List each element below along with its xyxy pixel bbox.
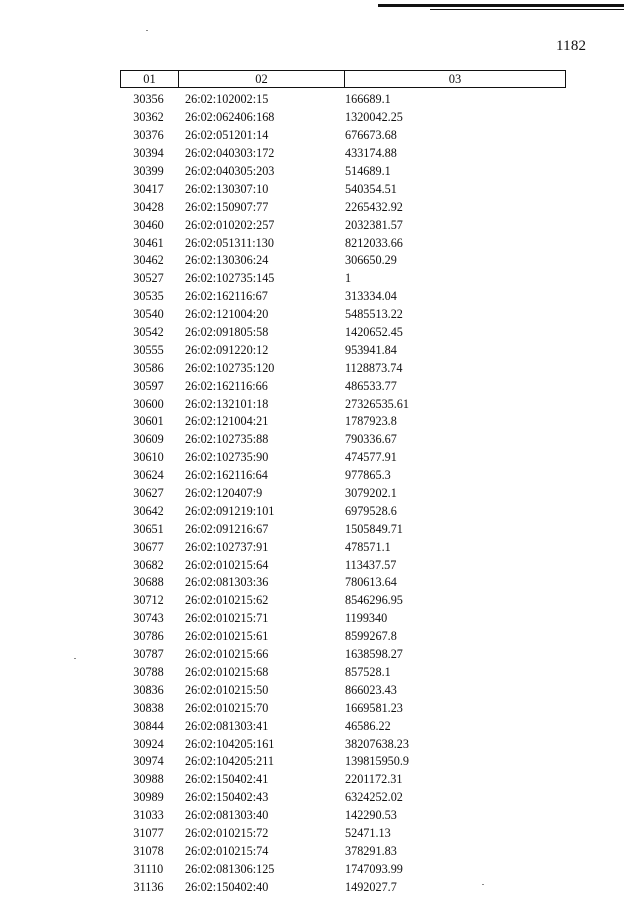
table-row: [120, 771, 566, 789]
row-id-cell: 30627: [133, 486, 164, 501]
column-header-03: 03: [344, 71, 565, 87]
row-id-cell: 30651: [133, 521, 164, 536]
table-row: [120, 252, 566, 270]
cadastral-number-cell: 26:02:010215:74: [185, 843, 269, 858]
cadastral-number-cell: 26:02:121004:21: [185, 414, 269, 429]
row-id-cell: 31078: [133, 843, 164, 858]
value-cell: 1669581.23: [345, 700, 403, 715]
value-cell: 780613.64: [345, 575, 397, 590]
value-cell: 38207638.23: [345, 736, 409, 751]
value-cell: 1787923.8: [345, 414, 397, 429]
value-cell: 1747093.99: [345, 861, 403, 876]
value-cell: 1: [345, 271, 352, 286]
cadastral-number-cell: 26:02:162116:64: [185, 468, 268, 483]
row-id-cell: 30540: [133, 307, 164, 322]
column-header-01: 01: [143, 71, 156, 86]
value-cell: 486533.77: [345, 378, 397, 393]
table-row: [120, 288, 566, 306]
value-cell: 166689.1: [345, 92, 391, 107]
value-cell: 142290.53: [345, 808, 397, 823]
cadastral-number-cell: 26:02:150402:43: [185, 790, 269, 805]
cadastral-number-cell: 26:02:130306:24: [185, 253, 269, 268]
row-id-cell: 30682: [133, 557, 164, 572]
table-row: [120, 735, 566, 753]
table-row: [120, 538, 566, 556]
table-row: [120, 431, 566, 449]
table-row: [120, 699, 566, 717]
table-row: [120, 574, 566, 592]
cadastral-number-cell: 26:02:102002:15: [185, 92, 269, 107]
row-id-cell: 30399: [133, 164, 164, 178]
row-id-cell: 30460: [133, 217, 164, 232]
value-cell: 5485513.22: [345, 307, 403, 322]
value-cell: 866023.43: [345, 682, 397, 697]
table-row: [120, 753, 566, 771]
value-cell: 1638598.27: [345, 647, 403, 662]
value-cell: 1320042.25: [345, 110, 403, 125]
table-row: [120, 127, 566, 145]
row-id-cell: 30989: [133, 790, 164, 805]
table-row: [120, 359, 566, 377]
row-id-cell: 30844: [133, 718, 164, 733]
table-row: [120, 163, 566, 181]
table-row: [120, 664, 566, 682]
cadastral-number-cell: 26:02:010202:257: [185, 217, 275, 232]
table-body: [120, 91, 566, 896]
cadastral-number-cell: 26:02:051311:130: [185, 235, 274, 250]
table-row: [120, 807, 566, 825]
table-row: [120, 413, 566, 431]
value-cell: 8212033.66: [345, 235, 403, 250]
value-cell: 1420652.45: [345, 325, 403, 340]
row-id-cell: 30924: [133, 736, 164, 751]
table-row: [120, 842, 566, 860]
table-row: [120, 306, 566, 324]
value-cell: 1128873.74: [345, 360, 403, 375]
table-row: [120, 717, 566, 735]
cadastral-number-cell: 26:02:102735:88: [185, 432, 269, 447]
table-row: [120, 520, 566, 538]
column-header-02: 02: [178, 71, 344, 87]
value-cell: 113437.57: [345, 557, 397, 572]
table-row: [120, 556, 566, 574]
value-cell: 433174.88: [345, 146, 397, 161]
table-header: [120, 70, 566, 88]
value-cell: 52471.13: [345, 825, 391, 840]
cadastral-number-cell: 26:02:081303:41: [185, 718, 269, 733]
cadastral-number-cell: 26:02:040303:172: [185, 146, 275, 161]
cadastral-number-cell: 26:02:150402:40: [185, 879, 269, 894]
cadastral-number-cell: 26:02:102737:91: [185, 539, 269, 554]
row-id-cell: 30786: [133, 629, 164, 644]
table-row: [120, 377, 566, 395]
table-row: [120, 825, 566, 843]
row-id-cell: 30527: [133, 271, 164, 286]
cadastral-number-cell: 26:02:102735:120: [185, 360, 275, 375]
row-id-cell: 30394: [133, 146, 164, 161]
page-number: 1182: [556, 38, 587, 54]
table-row: [120, 860, 566, 878]
value-cell: 8599267.8: [345, 629, 397, 644]
row-id-cell: 30356: [133, 92, 164, 107]
row-id-cell: 31077: [133, 825, 164, 840]
row-id-cell: 30624: [133, 468, 164, 483]
cadastral-number-cell: 26:02:010215:70: [185, 700, 269, 715]
table-row: [120, 610, 566, 628]
table-row: [120, 878, 566, 896]
table-row: [120, 467, 566, 485]
cadastral-number-cell: 26:02:010215:72: [185, 825, 269, 840]
value-cell: 313334.04: [345, 289, 397, 304]
row-id-cell: 30586: [133, 360, 164, 375]
value-cell: 790336.67: [345, 432, 397, 447]
table-row: [120, 681, 566, 699]
value-cell: 378291.83: [345, 843, 397, 858]
value-cell: 540354.51: [345, 181, 397, 196]
cadastral-number-cell: 26:02:081303:36: [185, 575, 269, 590]
value-cell: 953941.84: [345, 342, 397, 357]
cadastral-number-cell: 26:02:010215:61: [185, 629, 269, 644]
cadastral-number-cell: 26:02:040305:203: [185, 164, 275, 178]
table-row: [120, 109, 566, 127]
cadastral-number-cell: 26:02:150907:77: [185, 199, 269, 214]
cadastral-number-cell: 26:02:081306:125: [185, 861, 275, 876]
cadastral-number-cell: 26:02:130307:10: [185, 181, 269, 196]
row-id-cell: 31033: [133, 808, 164, 823]
cadastral-number-cell: 26:02:150402:41: [185, 772, 269, 787]
value-cell: 478571.1: [345, 539, 391, 554]
value-cell: 676673.68: [345, 128, 397, 143]
row-id-cell: 30601: [133, 414, 164, 429]
value-cell: 514689.1: [345, 164, 391, 178]
row-id-cell: 31110: [133, 861, 164, 876]
cadastral-number-cell: 26:02:104205:161: [185, 736, 275, 751]
cadastral-number-cell: 26:02:010215:64: [185, 557, 269, 572]
value-cell: 46586.22: [345, 718, 391, 733]
cadastral-number-cell: 26:02:010215:68: [185, 664, 269, 679]
table-row: [120, 270, 566, 288]
table-row: [120, 789, 566, 807]
row-id-cell: 31136: [133, 879, 164, 894]
row-id-cell: 30428: [133, 199, 164, 214]
table-row: [120, 341, 566, 359]
value-cell: 2032381.57: [345, 217, 403, 232]
table-row: [120, 502, 566, 520]
table-row: [120, 198, 566, 216]
row-id-cell: 30610: [133, 450, 164, 465]
cadastral-number-cell: 26:02:010215:66: [185, 647, 269, 662]
table-row: [120, 485, 566, 503]
value-cell: 8546296.95: [345, 593, 403, 608]
cadastral-number-cell: 26:02:051201:14: [185, 128, 269, 143]
cadastral-number-cell: 26:02:102735:145: [185, 271, 275, 286]
row-id-cell: 30542: [133, 325, 164, 340]
row-id-cell: 30787: [133, 647, 164, 662]
row-id-cell: 30788: [133, 664, 164, 679]
table-row: [120, 145, 566, 163]
row-id-cell: 30974: [133, 754, 164, 769]
row-id-cell: 30712: [133, 593, 164, 608]
cadastral-number-cell: 26:02:010215:62: [185, 593, 269, 608]
cadastral-number-cell: 26:02:081303:40: [185, 808, 269, 823]
cadastral-number-cell: 26:02:121004:20: [185, 307, 269, 322]
row-id-cell: 30836: [133, 682, 164, 697]
value-cell: 27326535.61: [345, 396, 409, 411]
scan-speck: [74, 658, 76, 659]
cadastral-number-cell: 26:02:102735:90: [185, 450, 269, 465]
row-id-cell: 30743: [133, 611, 164, 626]
value-cell: 474577.91: [345, 450, 397, 465]
value-cell: 1505849.71: [345, 521, 403, 536]
table-row: [120, 628, 566, 646]
row-id-cell: 30688: [133, 575, 164, 590]
row-id-cell: 30362: [133, 110, 164, 125]
row-id-cell: 30838: [133, 700, 164, 715]
cadastral-number-cell: 26:02:162116:66: [185, 378, 268, 393]
value-cell: 306650.29: [345, 253, 397, 268]
row-id-cell: 30597: [133, 378, 164, 393]
header-rule-thin: [430, 9, 624, 10]
value-cell: 3079202.1: [345, 486, 397, 501]
table-row: [120, 449, 566, 467]
cadastral-number-cell: 26:02:091216:67: [185, 521, 269, 536]
table-row: [120, 216, 566, 234]
table-row: [120, 180, 566, 198]
cadastral-number-cell: 26:02:091219:101: [185, 503, 275, 518]
table-row: [120, 324, 566, 342]
cadastral-number-cell: 26:02:062406:168: [185, 110, 275, 125]
value-cell: 857528.1: [345, 664, 391, 679]
row-id-cell: 30642: [133, 503, 164, 518]
scan-speck: [146, 30, 148, 31]
row-id-cell: 30555: [133, 342, 164, 357]
value-cell: 6979528.6: [345, 503, 397, 518]
value-cell: 6324252.02: [345, 790, 403, 805]
table-row: [120, 91, 566, 109]
cadastral-number-cell: 26:02:091805:58: [185, 325, 269, 340]
value-cell: 2265432.92: [345, 199, 403, 214]
cadastral-number-cell: 26:02:010215:71: [185, 611, 269, 626]
value-cell: 1492027.7: [345, 879, 397, 894]
value-cell: 2201172.31: [345, 772, 403, 787]
header-rule: [378, 4, 624, 7]
table-row: [120, 592, 566, 610]
table-row: [120, 646, 566, 664]
cadastral-number-cell: 26:02:010215:50: [185, 682, 269, 697]
row-id-cell: 30609: [133, 432, 164, 447]
cadastral-number-cell: 26:02:162116:67: [185, 289, 268, 304]
row-id-cell: 30677: [133, 539, 164, 554]
row-id-cell: 30600: [133, 396, 164, 411]
cadastral-number-cell: 26:02:120407:9: [185, 486, 263, 501]
cadastral-number-cell: 26:02:091220:12: [185, 342, 269, 357]
row-id-cell: 30462: [133, 253, 164, 268]
row-id-cell: 30417: [133, 181, 164, 196]
value-cell: 139815950.9: [345, 754, 409, 769]
scan-speck: [482, 884, 484, 885]
cadastral-number-cell: 26:02:104205:211: [185, 754, 274, 769]
table-row: [120, 234, 566, 252]
value-cell: 1199340: [345, 611, 388, 626]
row-id-cell: 30461: [133, 235, 164, 250]
table-row: [120, 395, 566, 413]
value-cell: 977865.3: [345, 468, 391, 483]
row-id-cell: 30535: [133, 289, 164, 304]
row-id-cell: 30376: [133, 128, 164, 143]
row-id-cell: 30988: [133, 772, 164, 787]
cadastral-number-cell: 26:02:132101:18: [185, 396, 269, 411]
